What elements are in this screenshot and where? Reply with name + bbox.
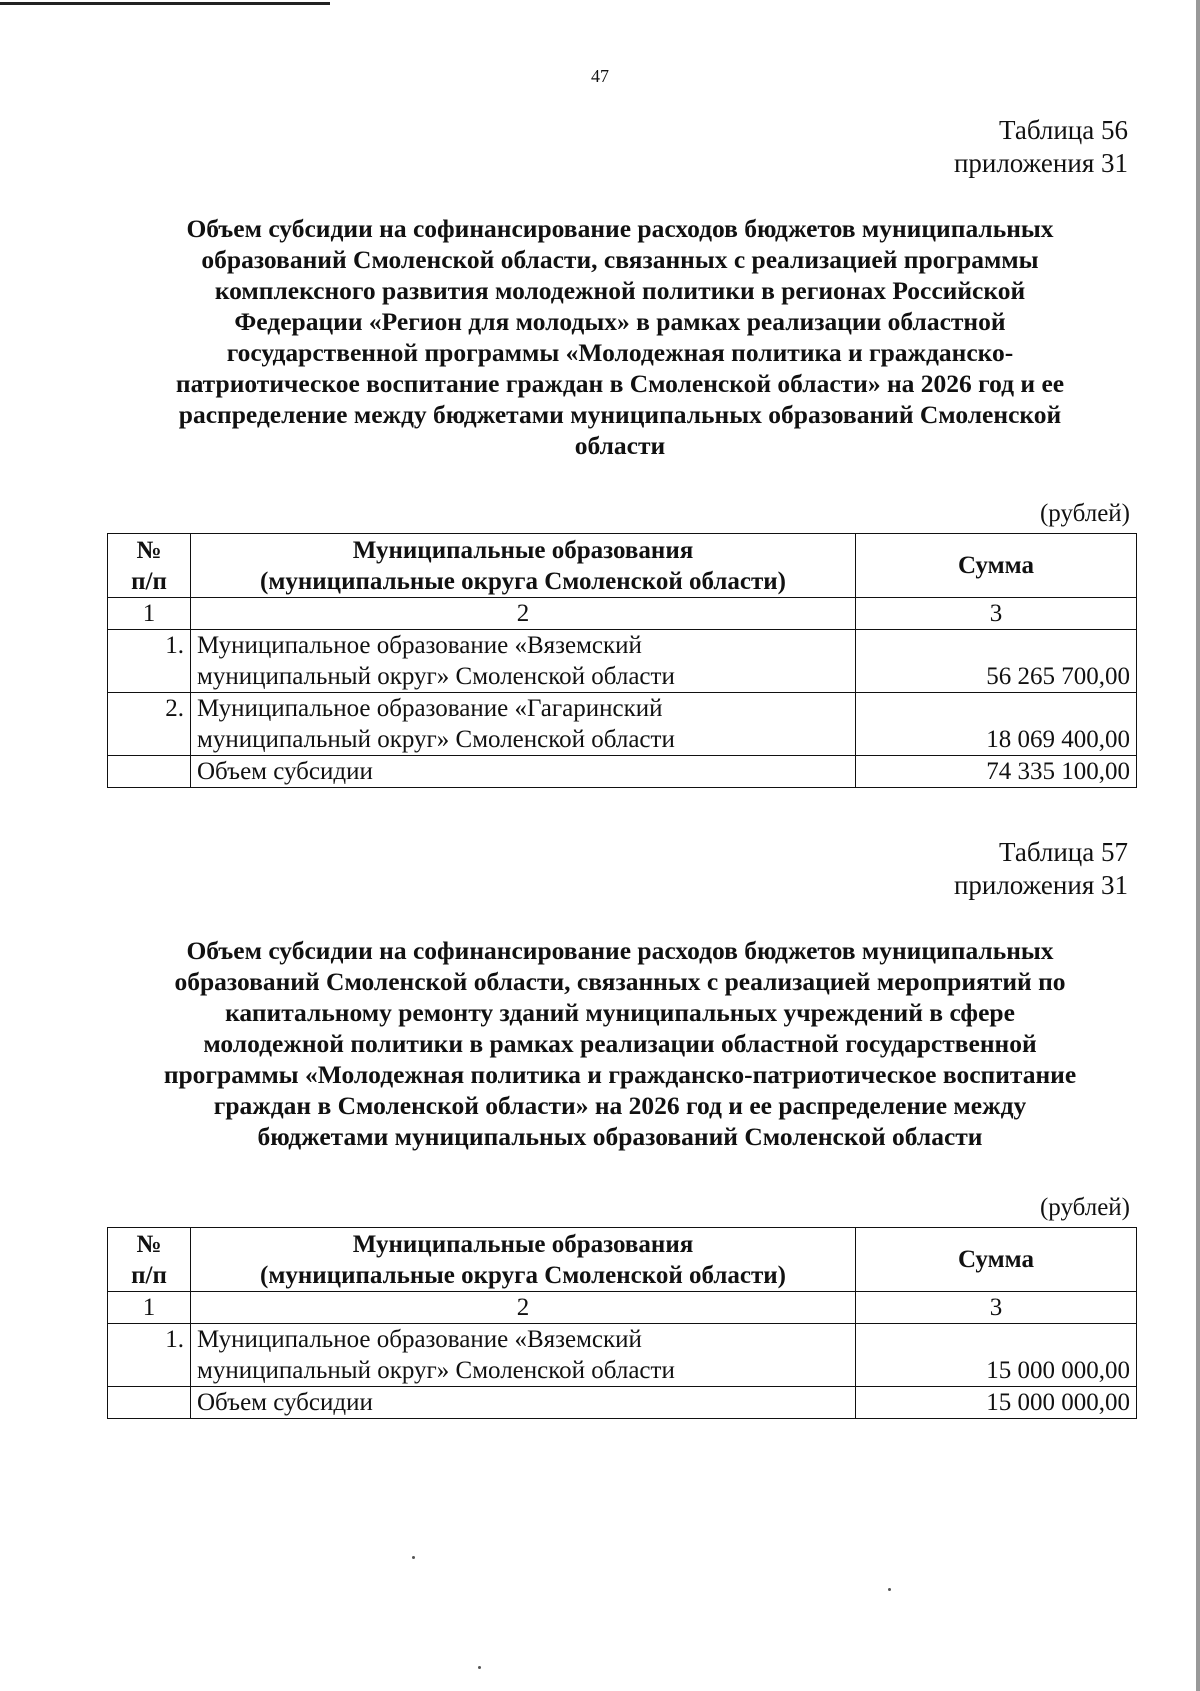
header-num-line: № <box>136 536 162 564</box>
row-name-line: Муниципальное образование «Вяземский <box>197 1326 642 1353</box>
heading-line: образований Смоленской области, связанных с реализацией мероприятий по <box>174 967 1066 996</box>
header-sum-cell: Сумма <box>856 1228 1137 1292</box>
scan-top-line <box>0 2 330 5</box>
heading-line: государственной программы «Молодежная политика и гражданско- <box>226 338 1014 367</box>
heading-line: программы «Молодежная политика и гражданско-патриотическое воспитание <box>163 1060 1077 1089</box>
total-row <box>108 756 1137 788</box>
table-ref-line: приложения 31 <box>953 148 1128 178</box>
heading-line: комплексного развития молодежной политики в регионах Российской <box>214 276 1026 305</box>
scan-right-edge <box>1196 0 1200 1691</box>
heading-line: распределение между бюджетами муниципальных образований Смоленской <box>178 400 1062 429</box>
heading-line: области <box>574 431 666 460</box>
table-56-reference <box>954 114 1128 180</box>
table-row <box>108 1324 1137 1387</box>
total-num-cell <box>108 756 191 788</box>
heading-line: патриотическое воспитание граждан в Смоленской области» на 2026 год и ее <box>175 369 1065 398</box>
table-57-heading <box>100 935 1140 1152</box>
row-sum-cell: 15 000 000,00 <box>856 1324 1137 1387</box>
index-cell: 3 <box>856 598 1137 630</box>
total-row <box>108 1387 1137 1419</box>
total-sum-cell: 74 335 100,00 <box>856 756 1137 788</box>
header-num-line: п/п <box>131 1261 167 1289</box>
row-name-line: муниципальный округ» Смоленской области <box>197 1357 675 1384</box>
table-56-heading <box>100 213 1140 461</box>
row-name-line: муниципальный округ» Смоленской области <box>197 663 675 690</box>
table-ref-line: Таблица 56 <box>999 115 1128 145</box>
heading-line: бюджетами муниципальных образований Смоленской области <box>257 1122 983 1151</box>
table-57 <box>107 1227 1137 1419</box>
index-cell: 2 <box>191 1292 856 1324</box>
row-name-line: муниципальный округ» Смоленской области <box>197 726 675 753</box>
index-cell: 2 <box>191 598 856 630</box>
row-name-line: Муниципальное образование «Вяземский <box>197 632 642 659</box>
header-row <box>108 534 1137 598</box>
header-name-line: (муниципальные округа Смоленской области) <box>260 1261 786 1289</box>
row-sum-cell: 18 069 400,00 <box>856 693 1137 756</box>
total-label-cell: Объем субсидии <box>191 1387 856 1419</box>
header-name-cell <box>191 1228 856 1292</box>
row-name-cell <box>191 693 856 756</box>
row-name-cell <box>191 630 856 693</box>
index-cell: 1 <box>108 1292 191 1324</box>
index-row <box>108 598 1137 630</box>
units-label: (рублей) <box>1039 500 1130 527</box>
header-num-line: п/п <box>131 567 167 595</box>
row-sum-cell: 56 265 700,00 <box>856 630 1137 693</box>
units-label: (рублей) <box>1039 1194 1130 1221</box>
heading-line: капитальному ремонту зданий муниципальных учреждений в сфере <box>225 998 1015 1027</box>
header-name-line: Муниципальные образования <box>352 536 694 564</box>
header-row <box>108 1228 1137 1292</box>
row-num-cell: 1. <box>108 630 191 693</box>
header-name-cell <box>191 534 856 598</box>
scan-speck <box>888 1588 891 1591</box>
index-cell: 1 <box>108 598 191 630</box>
total-num-cell <box>108 1387 191 1419</box>
header-name-line: (муниципальные округа Смоленской области) <box>260 567 786 595</box>
total-sum-cell: 15 000 000,00 <box>856 1387 1137 1419</box>
table-row <box>108 630 1137 693</box>
table-56 <box>107 533 1137 788</box>
table-ref-line: приложения 31 <box>953 870 1128 900</box>
scan-speck <box>478 1666 481 1669</box>
row-num-cell: 2. <box>108 693 191 756</box>
row-name-line: Муниципальное образование «Гагаринский <box>197 695 663 722</box>
header-sum-cell: Сумма <box>856 534 1137 598</box>
header-num-cell <box>108 1228 191 1292</box>
heading-line: Объем субсидии на софинансирование расходов бюджетов муниципальных <box>186 214 1054 243</box>
heading-line: граждан в Смоленской области» на 2026 год и ее распределение между <box>213 1091 1027 1120</box>
header-num-cell <box>108 534 191 598</box>
heading-line: Федерации «Регион для молодых» в рамках реализации областной <box>234 307 1006 336</box>
index-cell: 3 <box>856 1292 1137 1324</box>
header-num-line: № <box>136 1230 162 1258</box>
row-name-cell <box>191 1324 856 1387</box>
total-label-cell: Объем субсидии <box>191 756 856 788</box>
page-number: 47 <box>591 66 609 86</box>
table-57-reference <box>954 836 1128 902</box>
header-name-line: Муниципальные образования <box>352 1230 694 1258</box>
row-num-cell: 1. <box>108 1324 191 1387</box>
index-row <box>108 1292 1137 1324</box>
scan-speck <box>412 1556 415 1559</box>
table-row <box>108 693 1137 756</box>
heading-line: образований Смоленской области, связанных с реализацией программы <box>201 245 1039 274</box>
heading-line: Объем субсидии на софинансирование расходов бюджетов муниципальных <box>186 936 1054 965</box>
heading-line: молодежной политики в рамках реализации областной государственной <box>203 1029 1037 1058</box>
table-ref-line: Таблица 57 <box>999 837 1128 867</box>
